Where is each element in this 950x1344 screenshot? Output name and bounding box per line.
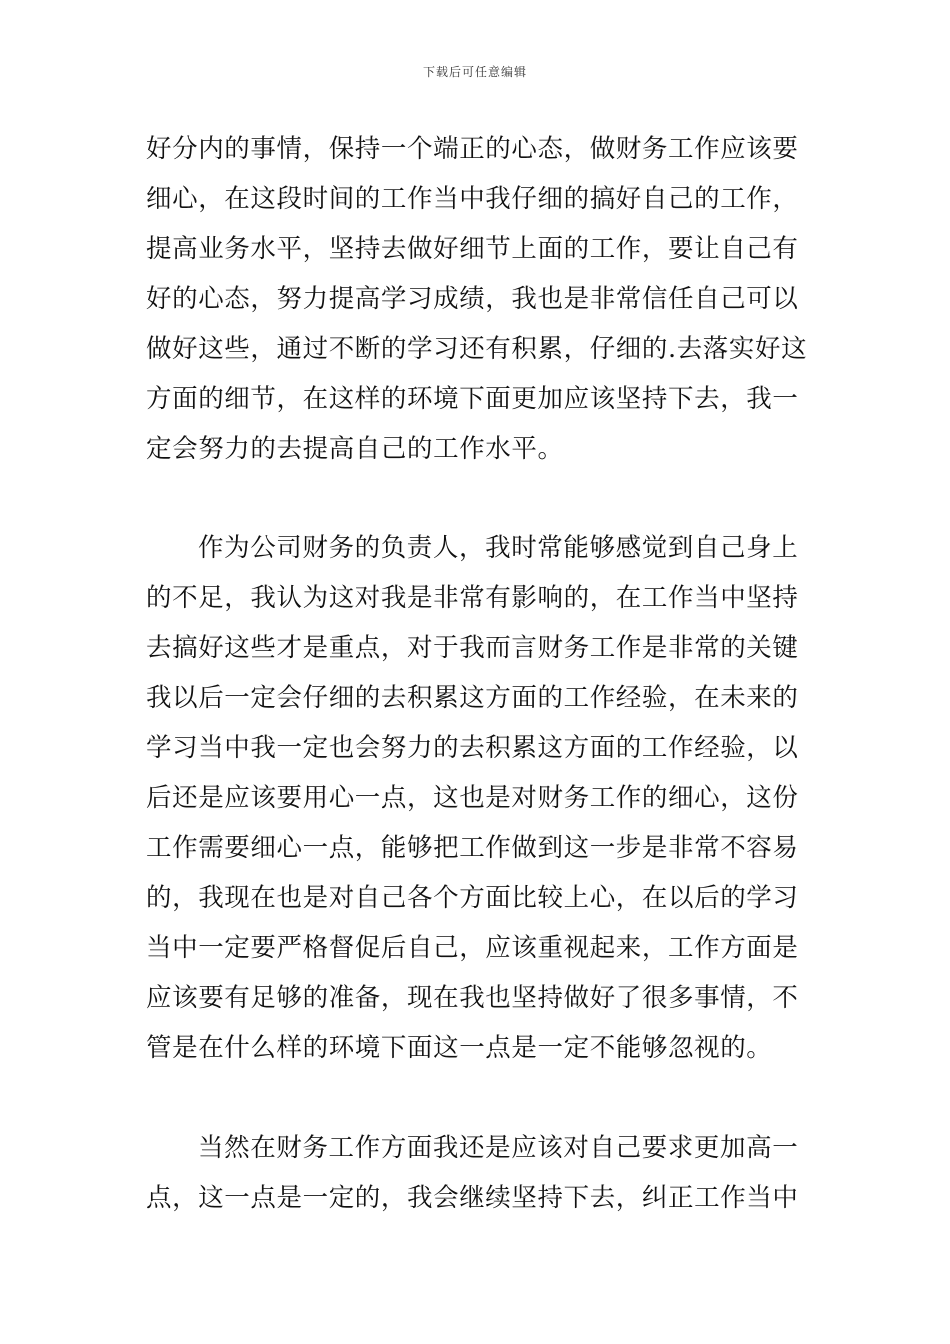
paragraph-1-line-5: 做好这些，通过不断的学习还有积累，仔细的.去落实好这 (146, 334, 808, 364)
paragraph-2-line-5: 学习当中我一定也会努力的去积累这方面的工作经验，以 (146, 733, 799, 763)
paragraph-3-line-2: 点，这一点是一定的，我会继续坚持下去，纠正工作当中 (146, 1183, 799, 1213)
paragraph-2-line-3: 去搞好这些才是重点，对于我而言财务工作是非常的关键 (146, 633, 799, 663)
paragraph-2-line-6: 后还是应该要用心一点，这也是对财务工作的细心，这份 (146, 783, 799, 813)
paragraph-1-line-4: 好的心态，努力提高学习成绩，我也是非常信任自己可以 (146, 284, 799, 314)
paragraph-2-line-11: 管是在什么样的环境下面这一点是一定不能够忽视的。 (146, 1033, 773, 1063)
paragraph-2-line-9: 当中一定要严格督促后自己，应该重视起来，工作方面是 (146, 933, 799, 963)
paragraph-2-line-10: 应该要有足够的准备，现在我也坚持做好了很多事情，不 (146, 983, 799, 1013)
paragraph-2-line-4: 我以后一定会仔细的去积累这方面的工作经验，在未来的 (146, 683, 799, 713)
paragraph-1-line-3: 提高业务水平，坚持去做好细节上面的工作，要让自己有 (146, 234, 799, 264)
paragraph-1-line-2: 细心，在这段时间的工作当中我仔细的搞好自己的工作， (146, 184, 799, 214)
paragraph-1-line-1: 好分内的事情，保持一个端正的心态，做财务工作应该要 (146, 134, 799, 164)
paragraph-1-line-7: 定会努力的去提高自己的工作水平。 (146, 434, 564, 464)
paragraph-2-line-7: 工作需要细心一点，能够把工作做到这一步是非常不容易 (146, 833, 799, 863)
paragraph-2-line-1: 作为公司财务的负责人，我时常能够感觉到自己身上 (198, 533, 799, 563)
paragraph-2-line-8: 的，我现在也是对自己各个方面比较上心，在以后的学习 (146, 883, 799, 913)
paragraph-1-line-6: 方面的细节，在这样的环境下面更加应该坚持下去，我一 (146, 384, 799, 414)
paragraph-2-line-2: 的不足，我认为这对我是非常有影响的，在工作当中坚持 (146, 583, 799, 613)
paragraph-3-line-1: 当然在财务工作方面我还是应该对自己要求更加高一 (198, 1133, 799, 1163)
page-header: 下载后可任意编辑 (422, 65, 527, 79)
